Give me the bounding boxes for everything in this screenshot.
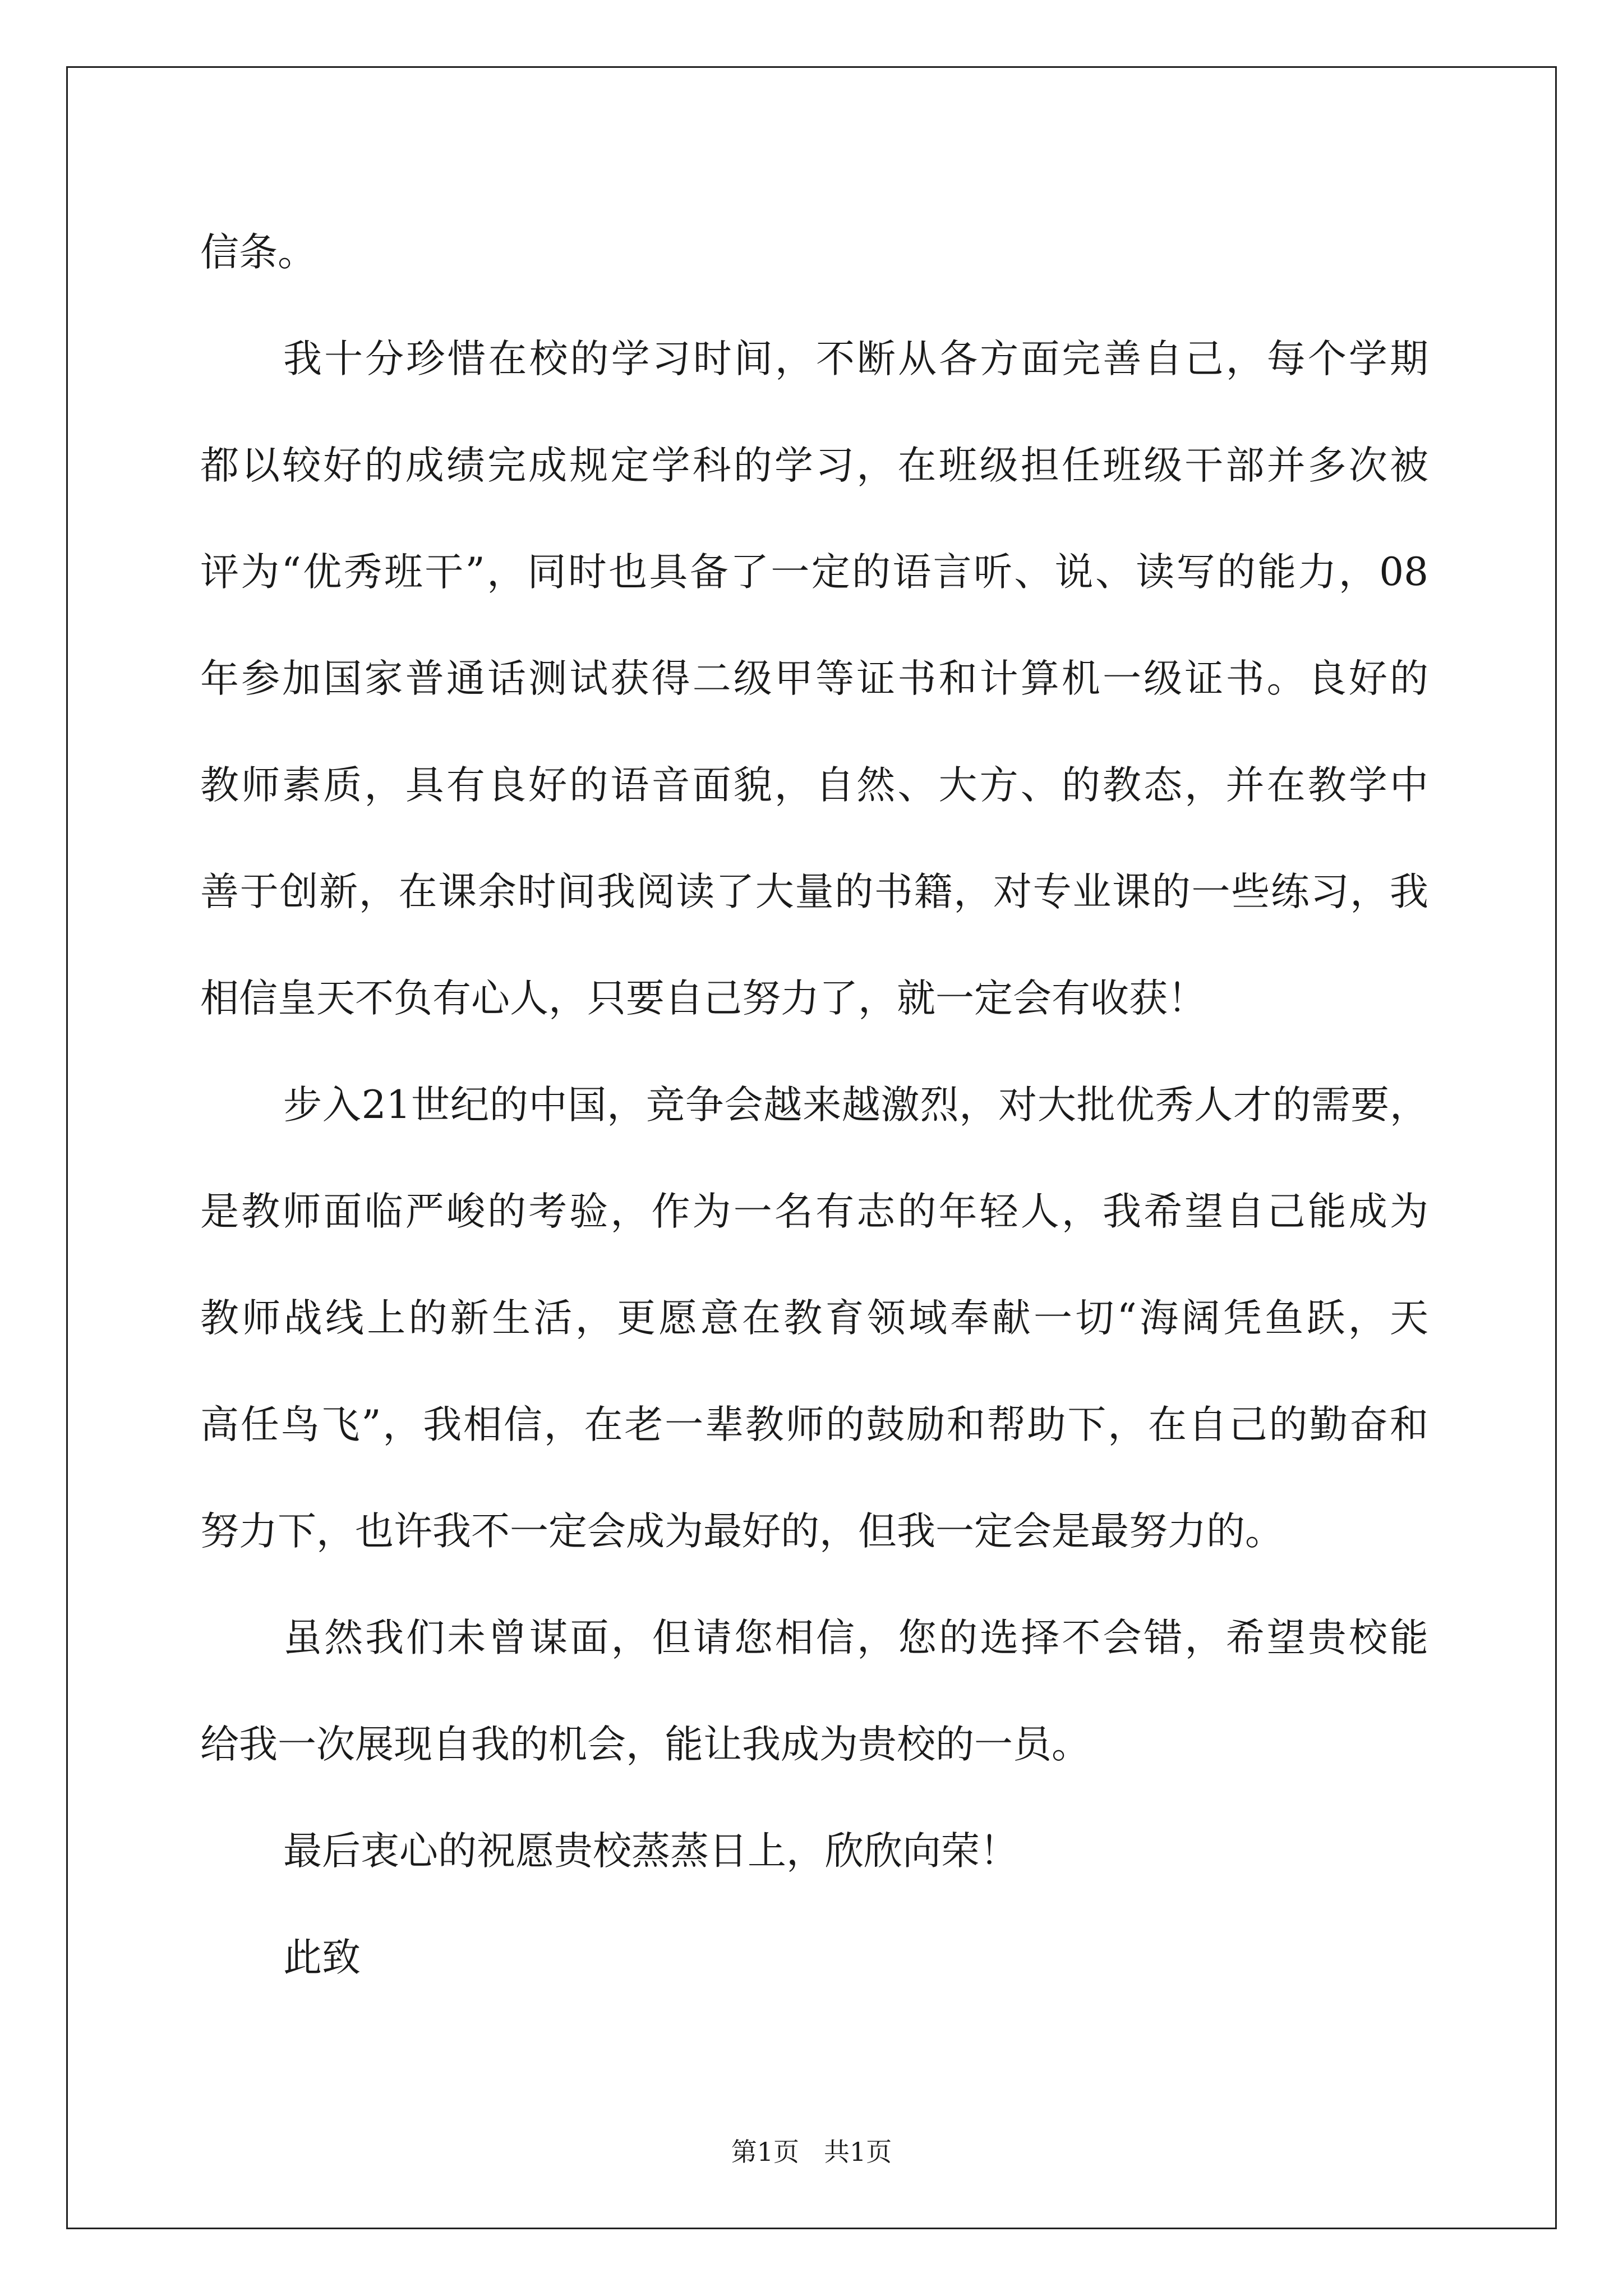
- text-line: 给我一次展现自我的机会，能让我成为贵校的一员。: [200, 1722, 1090, 1767]
- text-line: 我十分珍惜在校的学习时间，不断从各方面完善自己，每个学期: [283, 337, 1428, 381]
- text-line: 努力下，也许我不一定会成为最好的，但我一定会是最努力的。: [200, 1509, 1284, 1554]
- text-line: 虽然我们未曾谋面，但请您相信，您的选择不会错，希望贵校能: [283, 1616, 1428, 1660]
- text-line: 相信皇天不负有心人，只要自己努力了，就一定会有收获！: [200, 976, 1206, 1021]
- text-line: 评为“优秀班干”，同时也具备了一定的语言听、说、读写的能力，08: [200, 550, 1428, 595]
- text-line: 善于创新，在课余时间我阅读了大量的书籍，对专业课的一些练习，我: [200, 869, 1428, 914]
- text-line: 教师战线上的新生活，更愿意在教育领域奉献一切“海阔凭鱼跃，天: [200, 1296, 1428, 1341]
- text-line: 教师素质，具有良好的语音面貌，自然、大方、的教态，并在教学中: [200, 763, 1428, 808]
- text-line: 都以较好的成绩完成规定学科的学习，在班级担任班级干部并多次被: [200, 443, 1428, 488]
- text-line: 步入21世纪的中国，竞争会越来越激烈，对大批优秀人才的需要，: [283, 1083, 1428, 1128]
- text-line: 此致: [283, 1935, 361, 1980]
- document-body: [200, 199, 1428, 2011]
- page-number: 第1页: [731, 2137, 799, 2167]
- text-line: 高任鸟飞”，我相信，在老一辈教师的鼓励和帮助下，在自己的勤奋和: [200, 1402, 1428, 1447]
- text-line: 最后衷心的祝愿贵校蒸蒸日上，欣欣向荣！: [283, 1829, 1018, 1874]
- text-line: 年参加国家普通话测试获得二级甲等证书和计算机一级证书。良好的: [200, 656, 1428, 701]
- page-total: 共1页: [824, 2137, 892, 2167]
- text-line: 信条。: [200, 230, 316, 275]
- page-footer: [0, 2135, 1623, 2169]
- text-line: 是教师面临严峻的考验，作为一名有志的年轻人，我希望自己能成为: [200, 1189, 1428, 1234]
